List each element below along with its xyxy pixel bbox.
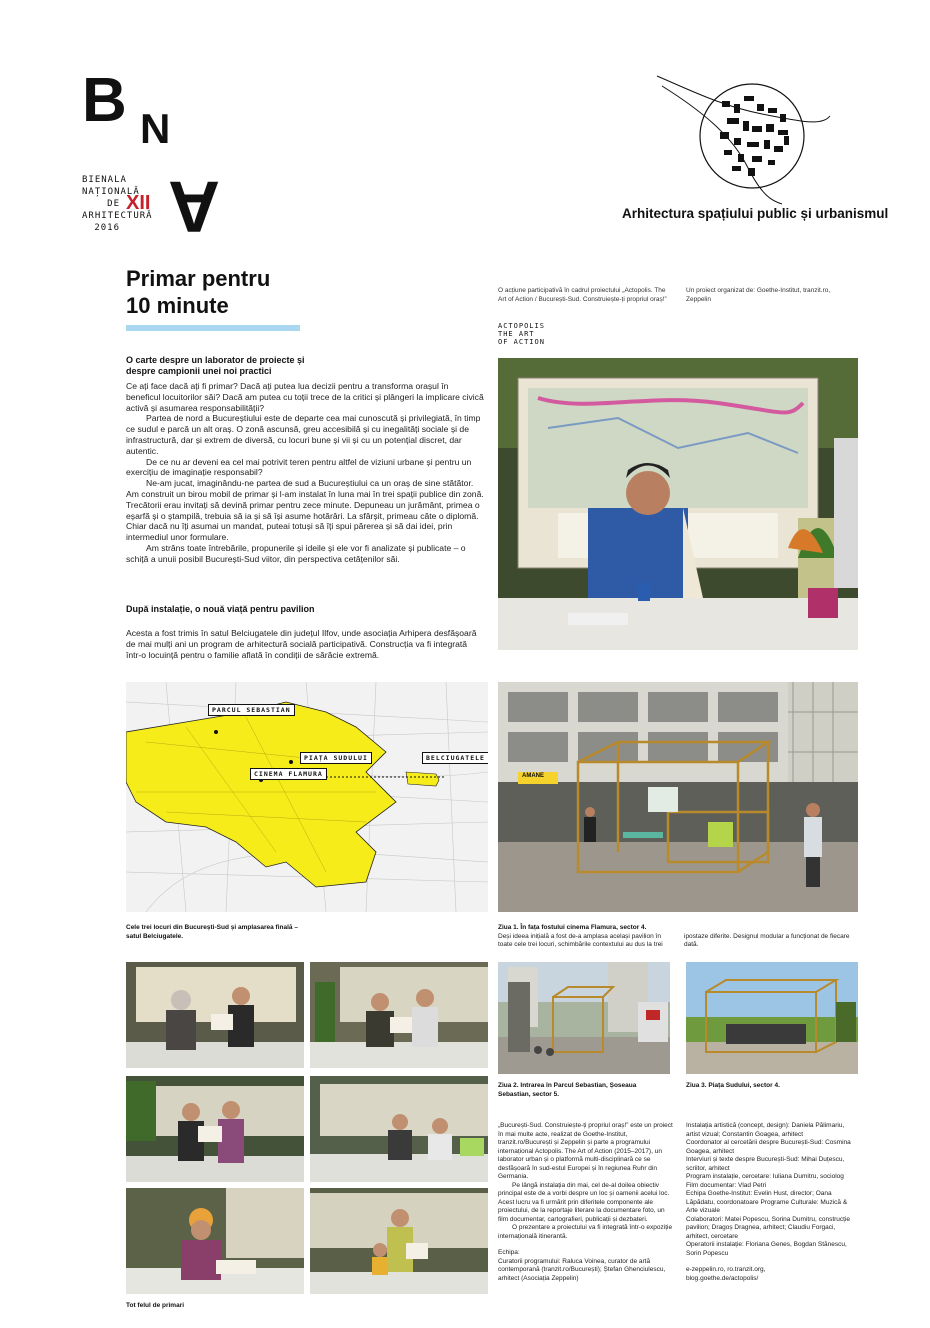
logo-letter-b: B (82, 66, 127, 135)
day1-caption: Ziua 1. În fața fostului cinema Flamura, sector 4. Deși ideea inițială a fost de-a amplasa același pavilion în toate cele trei locuri, schimbările contextului au dus la trei ipostaze diferite. Designul modular a funcționat de fiecare dată. (498, 924, 850, 948)
photo-mayor-5 (126, 1188, 304, 1294)
photo-parcul-sebastian (498, 962, 670, 1074)
title-line-2: 10 minute (126, 293, 229, 318)
credits-column-2: Instalația artistică (concept, design): Daniela Pălimariu, artist vizual; Constantin Goagea, arhitect Coordonator al cercetării despre București-Sud: Cosmina Goagea, arhitect Interviuri și texte despre București-Sud: Mihai Duțescu, scriitor, arhitect Program instalație, cercetare: Iuliana Dumitru, sociolog Film documentar: Vlad Petri Echipa Goethe-Institut: Evelin Hust, director; Oana Lăpădatu, coordonatoare Programe Culturale: Muzică & Arte vizuale Colaboratori: Matei Popescu, Sorina Dumitru, construcție pavilion; Dragoș Dragnea, arhitect; Claudiu Forgaci, arhitect, cercetare Operatorii instalație: Floriana Genes, Bogdan Stănescu, Sorin Popescu e-zeppelin.ro, ro.tranzit.org, blog.goethe.de/actopolis/ (686, 1122, 858, 1283)
mayors-caption: Tot felul de primari (126, 1302, 185, 1309)
paragraph: Ne-am jucat, imaginându-ne partea de sud a Bucureștiului ca un oraș de sine stătător. Am construit un birou mobil de primar și l-am instalat în luna mai în trei spații publice din zonă. Trecătorii erau invitați să devină primar pentru zece minute. Depuneau un jurământ, primea o eșarfă și o ștampilă, trebuia să ia și să își asume hotărâri. La sfârșit, primeau câte o diplomă. Chiar dacă nu îți asumai un mandat, puteai totuși să îți spui părerea și să dai idei, prin intermediul unor formulare. (126, 478, 484, 543)
photo-mayor-3 (126, 1076, 304, 1182)
title-accent-bar (126, 325, 300, 331)
logo-letter-a: A (168, 166, 220, 246)
credits-links: e-zeppelin.ro, ro.tranzit.org, blog.goethe.de/actopolis/ (686, 1266, 766, 1282)
urban-sketch-circle (652, 66, 832, 206)
article-lead: O carte despre un laborator de proiecte și despre campionii unei noi practici (126, 355, 305, 376)
article-body (126, 381, 484, 565)
map-label-cinema-flamura: CINEMA FLAMURA (250, 768, 327, 780)
title-line-1: Primar pentru (126, 266, 271, 291)
photo-pavilion-flamura (498, 682, 858, 912)
paragraph: De ce nu ar deveni ea cel mai potrivit teren pentru altfel de viziuni urbane și pentru un exercițiu de imaginație responsabil? (126, 456, 472, 478)
paragraph: Ce ați face dacă ați fi primar? Dacă ați putea lua decizii pentru a transforma orașul în beneficul locuitorilor săi? Dacă am putea cu toții trece de la critici și plângeri la implicare civică activă și asumarea responsabilității? (126, 381, 484, 413)
map-label-piata-sudului: PIAȚA SUDULUI (300, 752, 372, 764)
photo-mayor-1 (126, 962, 304, 1068)
photo-piata-sudului (686, 962, 858, 1074)
paragraph: Am strâns toate întrebările, propunerile și ideile și ele vor fi analizate și publicate – o schiță a unuii posibil București-Sud viitor, din perspectiva cetățenilor săi. (126, 542, 466, 564)
photo-mayor-2 (310, 962, 488, 1068)
map-caption: Cele trei locuri din București-Sud și amplasarea finală – satul Belciugatele. (126, 924, 298, 940)
logo-text: BIENALA NAȚIONALĂ DE ARHITECTURĂ 2016 (82, 175, 153, 233)
paragraph: Partea de nord a Bucureștiului este de departe cea mai cunoscută și privilegiată, în timp ce sudul e parcă un alt oraș. O zonă ascunsă, greu accesibilă și cu inegalități sociale și de infrastructură, dar și extrem de diversă, cu locuri bune și vii și cu un potențial discret, dar autentic. (126, 413, 481, 456)
edition-number: XII (126, 192, 151, 214)
photo-mayor-6 (310, 1188, 488, 1294)
map-bucharest-south (126, 682, 488, 912)
subheading-pavilion: După instalație, o nouă viață pentru pavilion (126, 604, 315, 614)
map-label-parcul-sebastian: PARCUL SEBASTIAN (208, 704, 295, 716)
actopolis-logo: ACTOPOLIS THE ART OF ACTION (498, 322, 545, 346)
map-label-belciugatele: BELCIUGATELE (422, 752, 488, 764)
day2-caption: Ziua 2. Intrarea în Parcul Sebastian, Șoseaua Sebastian, sector 5. (498, 1082, 637, 1098)
photo-mayor-4 (310, 1076, 488, 1182)
section-title: Arhitectura spațiului public și urbanismul (622, 206, 889, 221)
article-title (126, 265, 376, 319)
project-intro: O acțiune participativă în cadrul proiectului „Actopolis. The Art of Action / București-Sud. Construiește-ți propriul oraș!” (498, 287, 667, 303)
credits-column-1: „București-Sud. Construiește-ți propriul oraș!” este un proiect în mai multe acte, realizat de Goethe-Institut, tranzit.ro/București și Zeppelin și parte a programului internațional Actopolis. The Art of Action (2015–2017), un laborator urban și o platformă multi-disciplinară ce se desfășoară în sud-estul Europei și în regiunea Ruhr din Germania. Pe lângă instalația din mai, cel de-al doilea obiectiv principal este de a vorbi despre un loc și oamenii acelui loc. Acest lucru va fi urmărit prin diferitele componente ale proiectului, de la reportaje literare la documentare foto, un film documentar, cartografieri, publicații și dezbateri. O prezentare a proiectului va fi integrată într-o expoziție internațională itinerantă. Echipa: Curatorii programului: Raluca Voinea, curator de artă contemporană (tranzit.ro/București); Ștefan Ghenciulescu, arhitect (Asociația Zeppelin) (498, 1122, 673, 1282)
project-organizers: Un proiect organizat de: Goethe-Institut, tranzit.ro, Zeppelin (686, 287, 831, 303)
photo-mayor-desk (498, 358, 858, 650)
shop-sign: AMANE (522, 773, 544, 779)
logo-letter-n: N (140, 105, 171, 152)
day3-caption: Ziua 3. Piața Sudului, sector 4. (686, 1082, 780, 1089)
bna-logo (82, 66, 220, 246)
pavilion-paragraph: Acesta a fost trimis în satul Belciugatele din județul Ilfov, unde asociația Arhipera desfășoară de mai mulți ani un program de arhitectură socială participativă. Construcția va fi integrată într-o locuință pentru o familie aflată în condiții de sărăcie extremă. (126, 628, 477, 660)
